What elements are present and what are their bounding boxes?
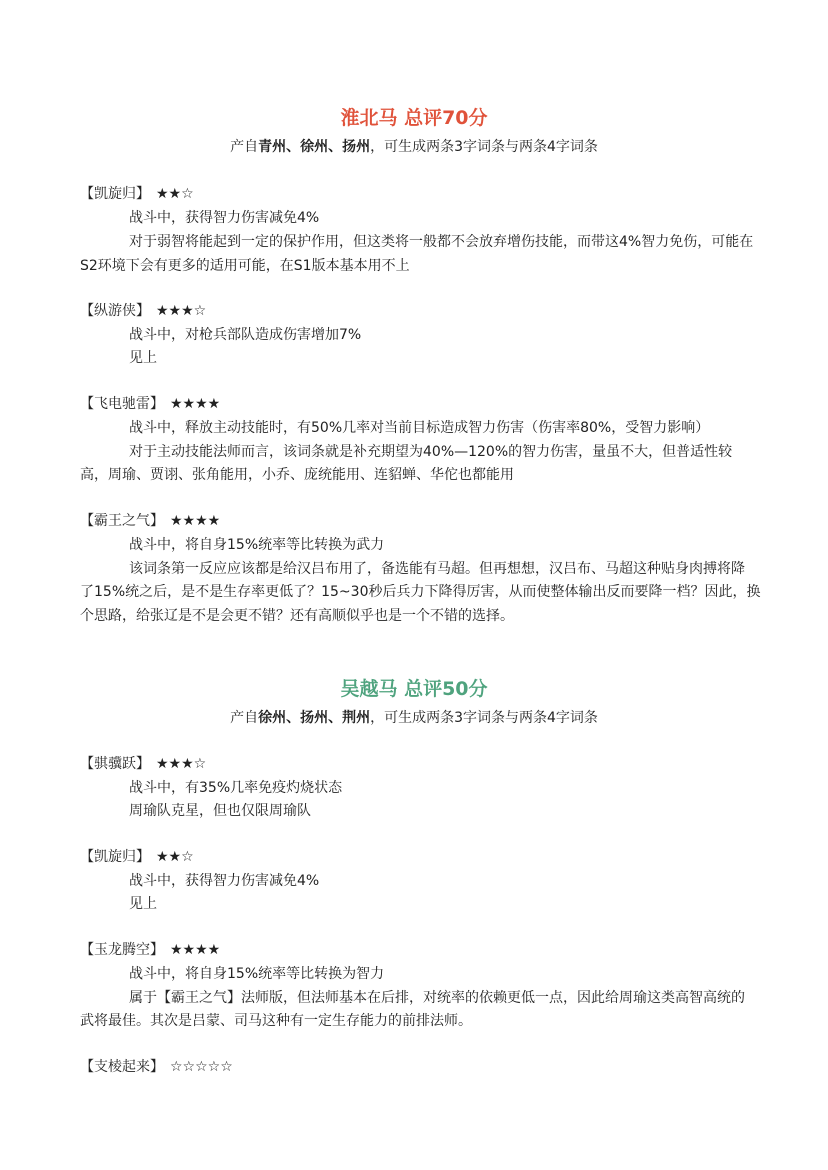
origin-places: 青州、徐州、扬州 bbox=[258, 139, 371, 155]
trait-heading bbox=[80, 846, 194, 866]
origin-suffix: ，可生成两条3字词条与两条4字词条 bbox=[370, 710, 598, 726]
section-title-wuyue: 吴越马 总评50分 bbox=[340, 678, 488, 700]
trait-comment: 周瑜队克星，但也仅限周瑜队 bbox=[129, 803, 311, 819]
trait-comment: 见上 bbox=[129, 350, 157, 366]
trait-heading bbox=[80, 753, 206, 773]
trait-name: 【凯旋归】 bbox=[80, 849, 150, 865]
trait-comment: 对于主动技能法师而言，该词条就是补充期望为40%—120%的智力伤害，量虽不大，但普适性较 bbox=[129, 444, 733, 460]
origin-places: 徐州、扬州、荆州 bbox=[258, 710, 371, 726]
trait-name: 【纵游侠】 bbox=[80, 303, 150, 319]
star-rating: ★★★★ bbox=[170, 513, 221, 529]
trait-effect: 战斗中，释放主动技能时，有50%几率对当前目标造成智力伤害（伤害率80%，受智力影响） bbox=[129, 420, 710, 436]
trait-effect: 战斗中，将自身15%统率等比转换为智力 bbox=[129, 966, 385, 982]
trait-heading bbox=[80, 510, 220, 530]
origin-prefix: 产自 bbox=[230, 710, 259, 726]
star-rating: ★★☆ bbox=[156, 186, 194, 202]
trait-comment: 见上 bbox=[129, 896, 157, 912]
trait-effect: 战斗中，对枪兵部队造成伤害增加7% bbox=[129, 327, 362, 343]
origin-suffix: ，可生成两条3字词条与两条4字词条 bbox=[370, 139, 598, 155]
trait-name: 【骐骥跃】 bbox=[80, 756, 150, 772]
trait-comment: 个思路，给张辽是不是会更不错？还有高顺似乎也是一个不错的选择。 bbox=[80, 608, 514, 624]
trait-effect: 战斗中，将自身15%统率等比转换为武力 bbox=[129, 537, 385, 553]
trait-comment: 对于弱智将能起到一定的保护作用，但这类将一般都不会放弃增伤技能，而带这4%智力免伤，可能在 bbox=[129, 234, 754, 250]
trait-name: 【玉龙腾空】 bbox=[80, 942, 164, 958]
trait-heading bbox=[80, 939, 220, 959]
star-rating: ★★★★ bbox=[170, 396, 221, 412]
trait-comment: 高，周瑜、贾诩、张角能用，小乔、庞统能用、连貂蝉、华佗也都能用 bbox=[80, 467, 514, 483]
trait-name: 【支棱起来】 bbox=[80, 1059, 164, 1075]
trait-name: 【霸王之气】 bbox=[80, 513, 164, 529]
trait-comment: 属于【霸王之气】法师版，但法师基本在后排，对统率的依赖更低一点，因此给周瑜这类高智高统的 bbox=[129, 990, 745, 1006]
section-subtitle-huaibei bbox=[0, 136, 828, 156]
trait-comment: 了15%统之后，是不是生存率更低了？15~30秒后兵力下降得厉害，从而使整体输出反而要降一档？因此，换 bbox=[80, 584, 761, 600]
trait-name: 【凯旋归】 bbox=[80, 186, 150, 202]
trait-heading bbox=[80, 300, 206, 320]
star-rating: ★★★☆ bbox=[156, 756, 207, 772]
trait-name: 【飞电驰雷】 bbox=[80, 396, 164, 412]
trait-effect: 战斗中，有35%几率免疫灼烧状态 bbox=[129, 780, 343, 796]
trait-heading bbox=[80, 183, 194, 203]
trait-heading bbox=[80, 393, 220, 413]
section-title-huaibei: 淮北马 总评70分 bbox=[340, 107, 488, 129]
trait-heading bbox=[80, 1056, 233, 1076]
star-rating: ★★★☆ bbox=[156, 303, 207, 319]
star-rating: ★★★★ bbox=[170, 942, 221, 958]
origin-prefix: 产自 bbox=[230, 139, 259, 155]
trait-effect: 战斗中，获得智力伤害减免4% bbox=[129, 210, 320, 226]
trait-comment: 该词条第一反应应该都是给汉吕布用了，备选能有马超。但再想想，汉吕布、马超这种贴身肉搏将降 bbox=[129, 561, 745, 577]
star-rating: ☆☆☆☆☆ bbox=[170, 1059, 233, 1075]
star-rating: ★★☆ bbox=[156, 849, 194, 865]
trait-effect: 战斗中，获得智力伤害减免4% bbox=[129, 873, 320, 889]
trait-comment: 武将最佳。其次是吕蒙、司马这种有一定生存能力的前排法师。 bbox=[80, 1013, 472, 1029]
trait-comment: S2环境下会有更多的适用可能，在S1版本基本用不上 bbox=[80, 258, 410, 274]
section-subtitle-wuyue bbox=[0, 707, 828, 727]
